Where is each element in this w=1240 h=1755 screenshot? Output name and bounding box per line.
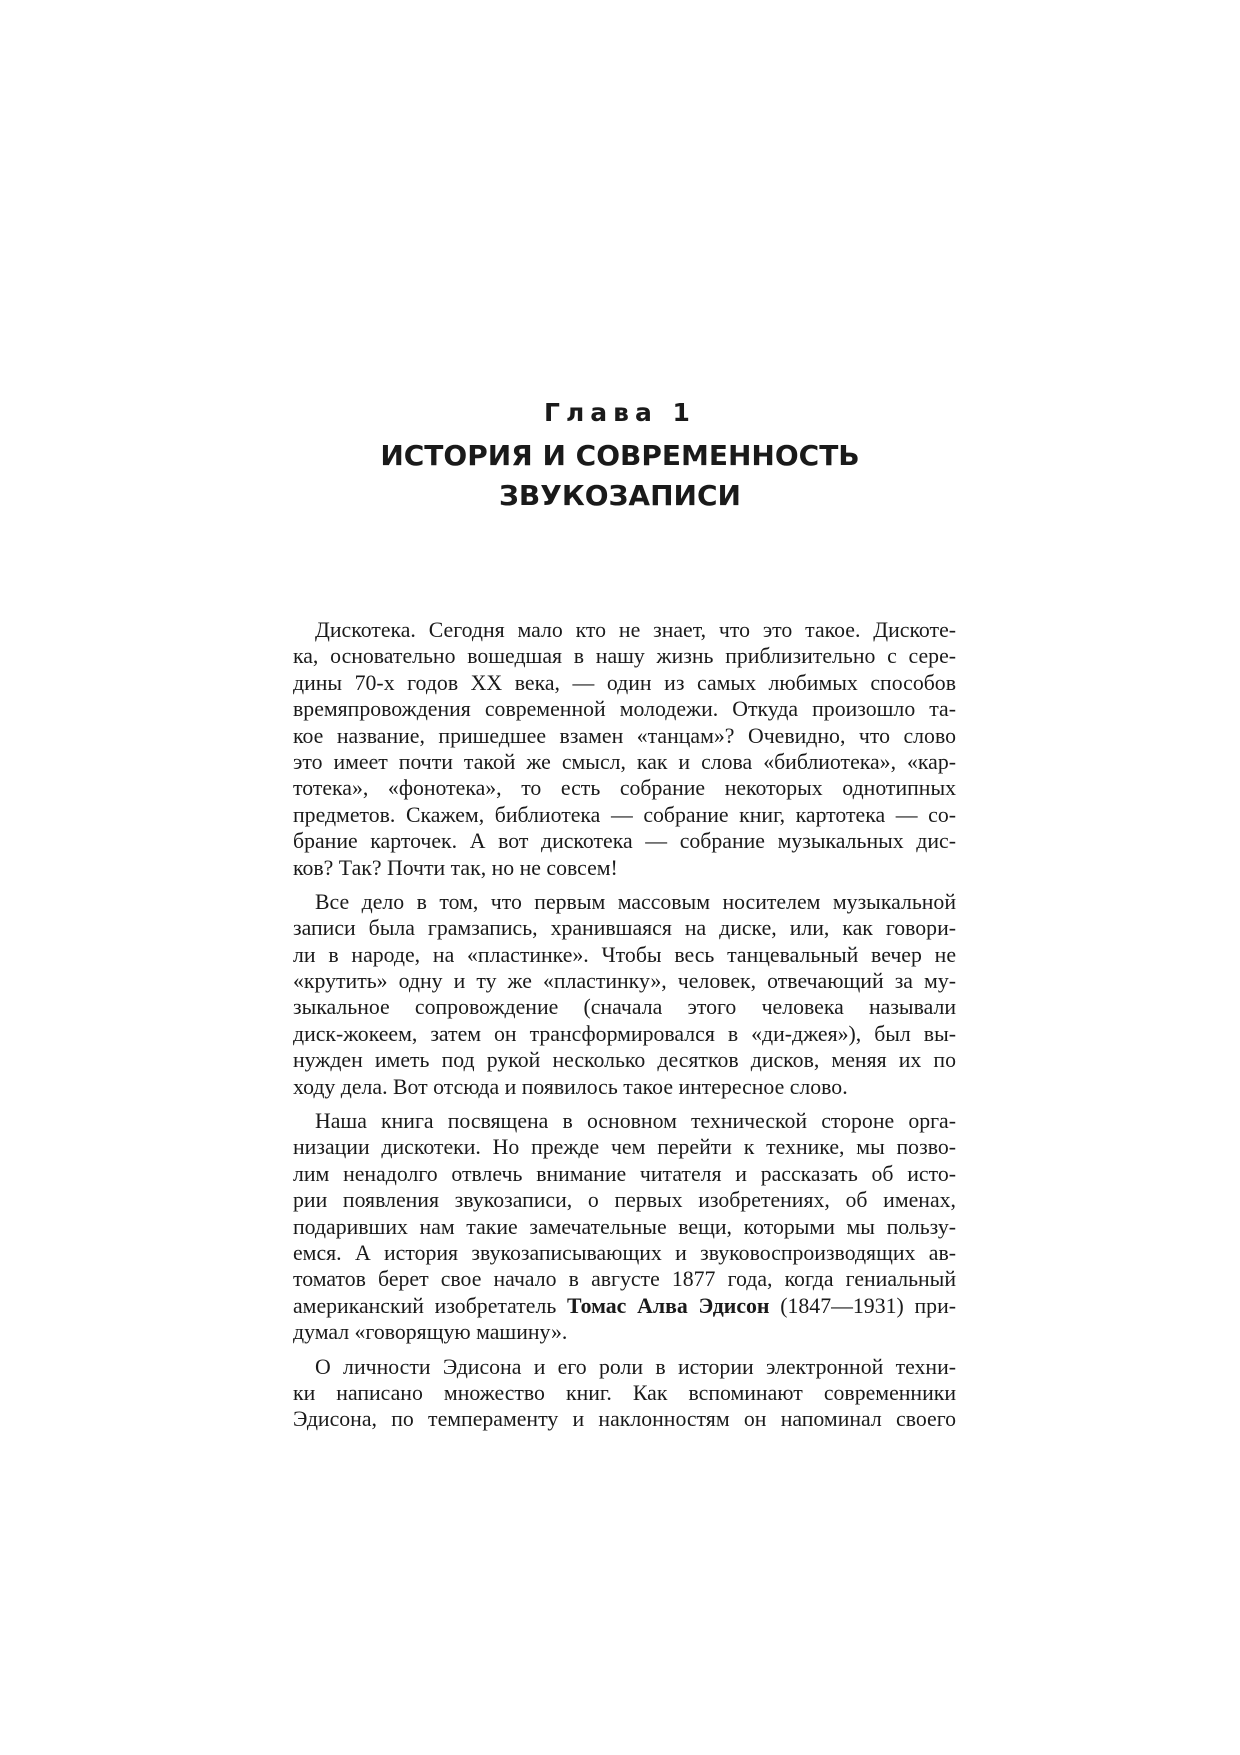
text-line: лим ненадолго отвлечь внимание читателя и рассказать об исто- bbox=[293, 1161, 956, 1186]
paragraph bbox=[293, 889, 956, 1100]
text-line: тотека», «фонотека», то есть собрание некоторых однотипных bbox=[293, 776, 956, 801]
chapter-label: Глава 1 bbox=[544, 398, 696, 427]
body-text bbox=[293, 617, 956, 1441]
text-line: диск-жокеем, затем он трансформировался в «ди-джея»), был вы- bbox=[293, 1021, 956, 1046]
text-line: записи была грамзапись, хранившаяся на диске, или, как говори- bbox=[293, 916, 956, 941]
text-line: ли в народе, на «пластинке». Чтобы весь танцевальный вечер не bbox=[293, 942, 956, 967]
paragraph bbox=[293, 617, 956, 881]
chapter-title bbox=[0, 436, 1240, 516]
text-line: нужден иметь под рукой несколько десятков дисков, меняя их по bbox=[293, 1048, 956, 1073]
chapter-title-line: ЗВУКОЗАПИСИ bbox=[499, 479, 741, 512]
text-line: О личности Эдисона и его роли в истории электронной техни- bbox=[315, 1354, 956, 1379]
text-line: Дискотека. Сегодня мало кто не знает, что это такое. Дискоте- bbox=[315, 618, 956, 642]
paragraph bbox=[293, 1354, 956, 1433]
text-line: ходу дела. Вот отсюда и появилось такое интересное слово. bbox=[293, 1074, 848, 1099]
text-line: зыкальное сопровождение (сначала этого человека называли bbox=[293, 995, 956, 1020]
text-line: думал «говорящую машину». bbox=[293, 1320, 568, 1345]
text-line: кое название, пришедшее взамен «танцам»? Очевидно, что слово bbox=[293, 723, 956, 748]
text-line-with-name bbox=[293, 1293, 956, 1319]
text-line: дины 70-х годов XX века, — один из самых любимых способов bbox=[293, 670, 956, 695]
inventor-name: Томас Алва Эдисон bbox=[567, 1293, 770, 1318]
text-fragment: (1847—1931) при- bbox=[769, 1293, 956, 1318]
text-line: Все дело в том, что первым массовым носителем музыкальной bbox=[315, 889, 956, 914]
text-line: ков? Так? Почти так, но не совсем! bbox=[293, 855, 618, 880]
text-fragment: американский изобретатель bbox=[293, 1293, 568, 1318]
text-line: Эдисона, по темпераменту и наклонностям он напоминал своего bbox=[293, 1407, 956, 1432]
text-line: ка, основательно вошедшая в нашу жизнь приблизительно с сере- bbox=[293, 644, 956, 669]
chapter-title-line: ИСТОРИЯ И СОВРЕМЕННОСТЬ bbox=[380, 439, 860, 472]
text-line: емся. А история звукозаписывающих и звуковоспроизводящих ав- bbox=[293, 1240, 956, 1265]
text-line: рии появления звукозаписи, о первых изобретениях, об именах, bbox=[293, 1188, 956, 1213]
text-line: подаривших нам такие замечательные вещи, которыми мы пользу- bbox=[293, 1214, 956, 1239]
text-line: брание карточек. А вот дискотека — собрание музыкальных дис- bbox=[293, 829, 956, 854]
text-line: Наша книга посвящена в основном технической стороне орга- bbox=[315, 1109, 956, 1134]
text-line: низации дискотеки. Но прежде чем перейти к технике, мы позво- bbox=[293, 1135, 956, 1160]
text-line: предметов. Скажем, библиотека — собрание книг, картотека — со- bbox=[293, 802, 956, 827]
paragraph bbox=[293, 1108, 956, 1346]
text-line: это имеет почти такой же смысл, как и слова «библиотека», «кар- bbox=[293, 749, 956, 774]
text-line: времяпровождения современной молодежи. Откуда произошло та- bbox=[293, 697, 956, 722]
text-line: «крутить» одну и ту же «пластинку», человек, отвечающий за му- bbox=[293, 969, 956, 994]
text-line: ки написано множество книг. Как вспоминают современники bbox=[293, 1380, 956, 1405]
text-line: томатов берет свое начало в августе 1877 года, когда гениальный bbox=[293, 1267, 956, 1292]
